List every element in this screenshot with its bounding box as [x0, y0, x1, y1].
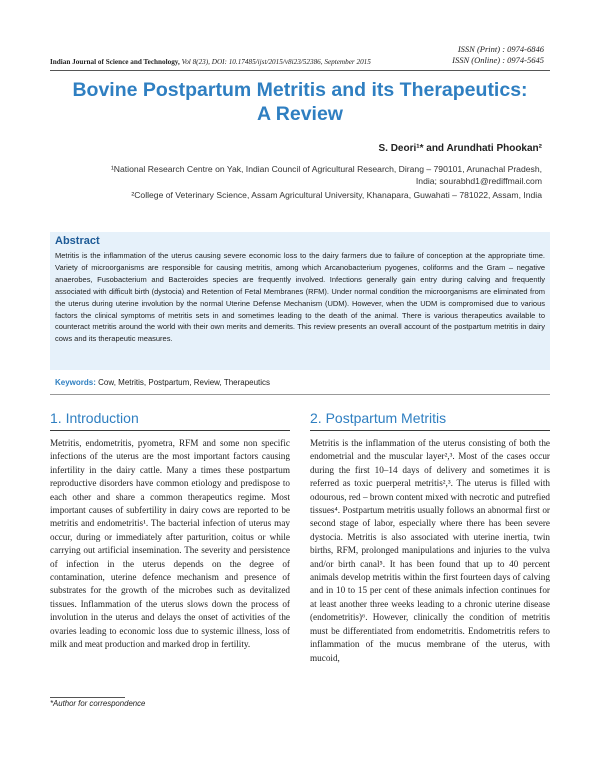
keywords-rule [50, 394, 550, 395]
affiliation-2: ²College of Veterinary Science, Assam Agricultural University, Khanapara, Guwahati – 781022, Assam, India [131, 190, 542, 200]
footnote-rule [50, 697, 125, 698]
authors: S. Deori¹* and Arundhati Phookan² [378, 143, 542, 154]
section-2-rule [310, 430, 550, 431]
issn-block [452, 44, 544, 65]
abstract-text: Metritis is the inflammation of the uterus causing severe economic loss to the dairy farmers due to failure of conception at the appropriate time. Variety of microorganisms are responsible for causing metritis, among which Arcanobacterium pyogenes, coliforms and the Gram – negative anaerobes, Fusobacterium and Bacteroides species are frequently involved. Infections generally gain entry during calving and frequently associated with difficult birth (dystocia) and Retention of Fetal Membranes (RFM). Under normal condition the microorganisms are eliminated from the uterus during uterine involution by the normal Uterine Defense Mechanism (UDM). However, when the UDM is compromised due to various factors the clinical symptoms of metritis sets in and sometimes leading to the death of the animal. There is various therapeutics available to counteract metritis around the world with their own merits and demerits. This review presents an overall account of the postpartum metritis in dairy cows and its therapeutic measures. [55, 251, 545, 344]
article-title [50, 78, 550, 126]
keywords [55, 378, 270, 387]
section-2-heading: 2. Postpartum Metritis [310, 410, 447, 426]
section-1-heading: 1. Introduction [50, 410, 139, 426]
footnote: *Author for correspondence [50, 699, 146, 708]
citation-text: Vol 8(23), DOI: 10.17485/ijst/2015/v8i23/52386, September 2015 [181, 58, 371, 66]
abstract-heading: Abstract [55, 235, 100, 247]
keywords-text: Cow, Metritis, Postpartum, Review, Therapeutics [98, 378, 271, 387]
journal-citation [50, 58, 371, 66]
issn-print: ISSN (Print) : 0974-6846 [457, 44, 544, 54]
section-1-text: Metritis, endometritis, pyometra, RFM and some non specific infections of the uterus are the most important factors causing infertility in the dairy cattle. Many a times these postpartum reproductive disorders have common etiology and predispose to each other and share a common therapeutics regime. Most important causes of subfertility in dairy cows are reported to be metritis and endometritis¹. The bacterial infection of uterus may occur, during or immediately after parturition, coitus or while carrying out artificial insemination. The severity and persistence of infection in the uterus depends on the degree of contamination, uterine defence mechanism and presence of substrates for the growth of the microbes such as devitalized tissues. Inflammation of the uterus slows down the process of involution in the uterus and delays the onset of activities of the ovaries leading to economic loss due to systemic illness, loss of milk and meat production and marked drop in fertility. [50, 438, 290, 650]
affiliation-1-email: India; sourabhd1@rediffmail.com [415, 176, 542, 186]
issn-online: ISSN (Online) : 0974-5645 [452, 54, 544, 65]
header-rule [50, 70, 550, 71]
title-line-2: A Review [257, 103, 343, 125]
journal-name: Indian Journal of Science and Technology, [50, 58, 180, 66]
keywords-label: Keywords: [55, 378, 96, 387]
section-2-text: Metritis is the inflammation of the uterus consisting of both the endometrial and the muscular layer²,³. Most of the cases occur during the first 10–14 days of delivery and sometimes it is referred as toxic puerperal metritis²,³. The uterus is filled with odourous, red – brown content mixed with necrotic and putrefied tissues⁴. Postpartum metritis usually follows an abnormal first or second stage of labor, especially where there has been severe dystocia. Metritis is also associated with uterine inertia, twin births, RFM, prolonged manipulations and injuries to the vulva and/or birth canal⁵. It has been found that up to 40 percent animals develop metritis within the first fourteen days of calving and in 10 to 15 per cent of these animals infection continues for at least another three weeks leading to a chronic uterine disease (endometritis)⁶. However, clinically the condition of metritis must be differentiated from endometritis. Endometritis refers to inflammation of the mucus membrane of the uterus, with mucoid, [310, 438, 550, 663]
section-1-rule [50, 430, 290, 431]
affiliation-1: ¹National Research Centre on Yak, Indian Council of Agricultural Research, Dirang – 790101, Arunachal Pradesh, [110, 164, 542, 174]
title-line-1: Bovine Postpartum Metritis and its Therapeutics: [72, 79, 528, 101]
